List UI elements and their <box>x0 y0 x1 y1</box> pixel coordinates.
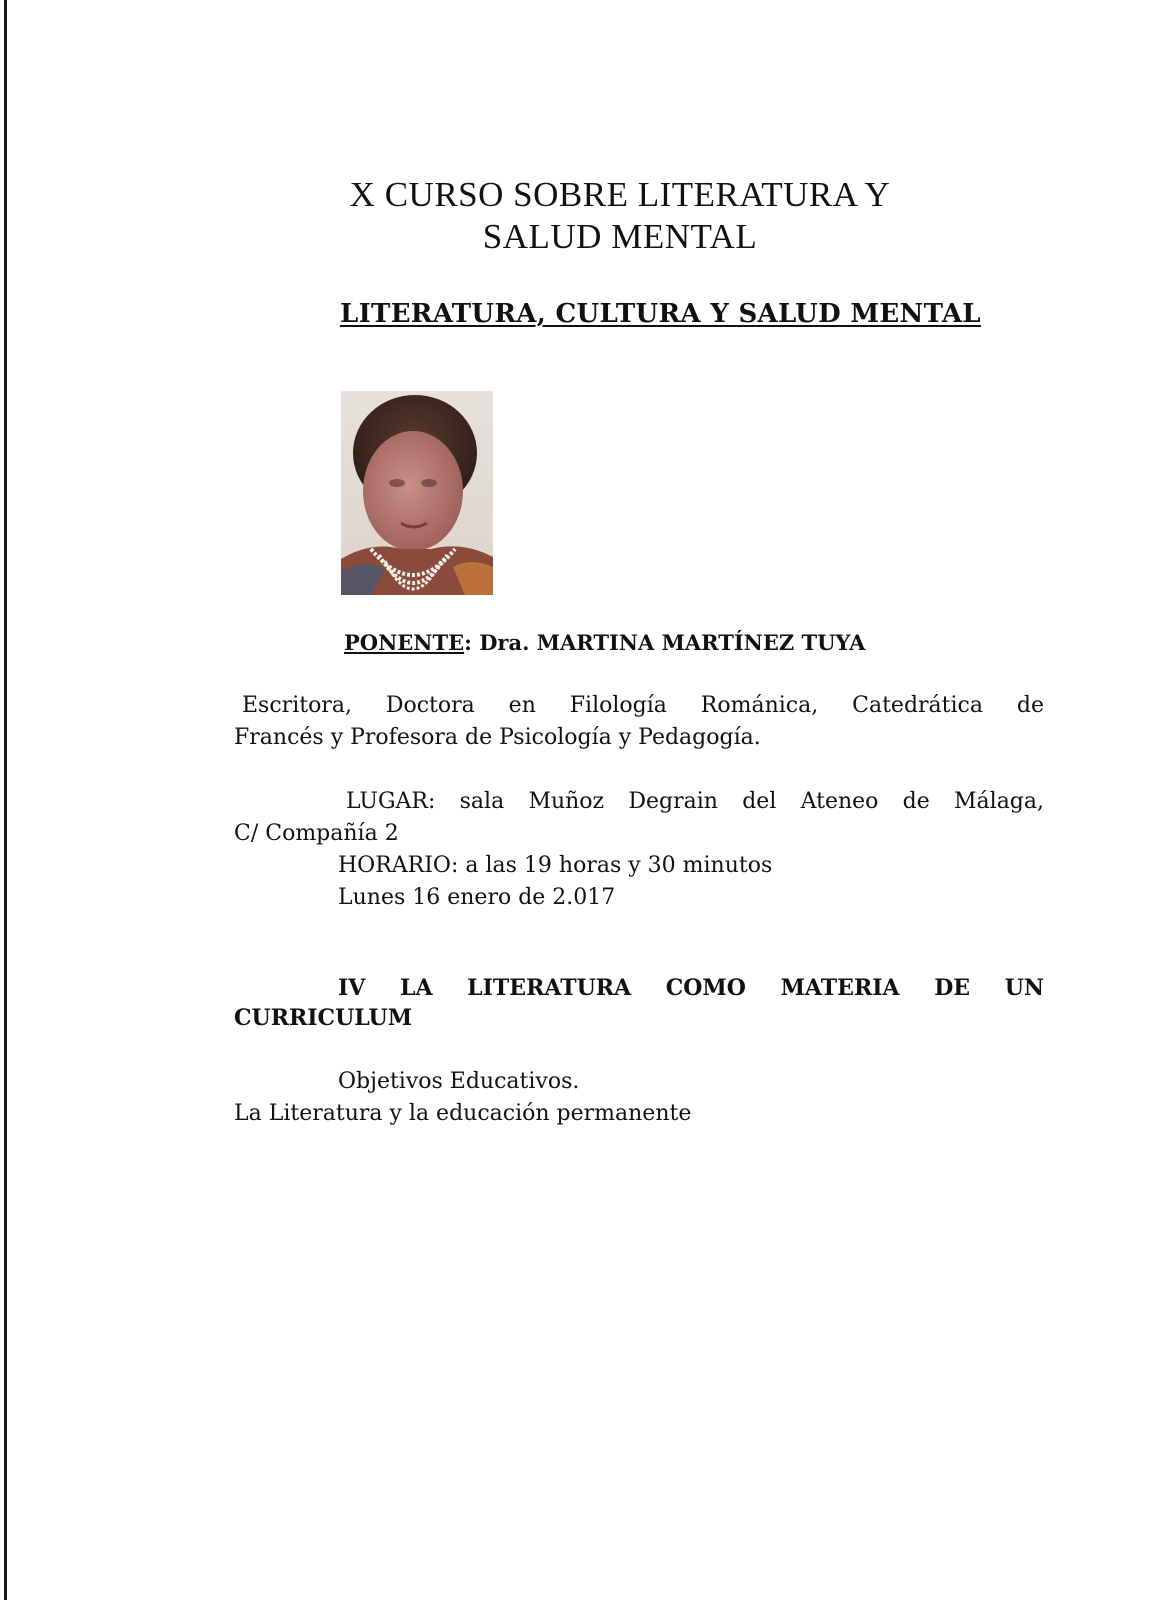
venue-block <box>234 786 1044 914</box>
venue-location-line-1: LUGAR: sala Muñoz Degrain del Ateneo de Málaga, <box>346 789 1044 814</box>
scan-edge <box>4 0 7 1600</box>
venue-location-line-2: C/ Compañía 2 <box>234 821 399 846</box>
speaker-bio <box>234 690 1044 754</box>
objectives-line-1: Objetivos Educativos. <box>338 1069 580 1094</box>
speaker-label: PONENTE <box>344 630 465 655</box>
course-title-line-1: X CURSO SOBRE LITERATURA Y <box>349 175 891 214</box>
speaker-separator: : <box>464 630 472 655</box>
section-heading-line-2: CURRICULUM <box>234 1005 413 1031</box>
speaker-line <box>344 629 865 657</box>
course-subtitle: LITERATURA, CULTURA Y SALUD MENTAL <box>340 299 981 329</box>
speaker-name: Dra. MARTINA MARTÍNEZ TUYA <box>479 630 866 655</box>
venue-schedule: HORARIO: a las 19 horas y 30 minutos <box>338 853 773 878</box>
objectives-line-2: La Literatura y la educación permanente <box>234 1101 692 1126</box>
objectives-block <box>234 1066 1044 1130</box>
section-heading <box>234 973 1044 1033</box>
venue-date: Lunes 16 enero de 2.017 <box>338 885 616 910</box>
bio-line-1: Escritora, Doctora en Filología Románica, Catedrática de <box>242 693 1044 718</box>
speaker-portrait-photo <box>341 391 493 595</box>
bio-line-2: Francés y Profesora de Psicología y Pedagogía. <box>234 725 761 750</box>
section-heading-line-1: IV LA LITERATURA COMO MATERIA DE UN <box>338 975 1044 1001</box>
portrait-illustration <box>341 391 493 595</box>
course-title-line-2: SALUD MENTAL <box>482 217 758 256</box>
course-title <box>300 174 940 258</box>
